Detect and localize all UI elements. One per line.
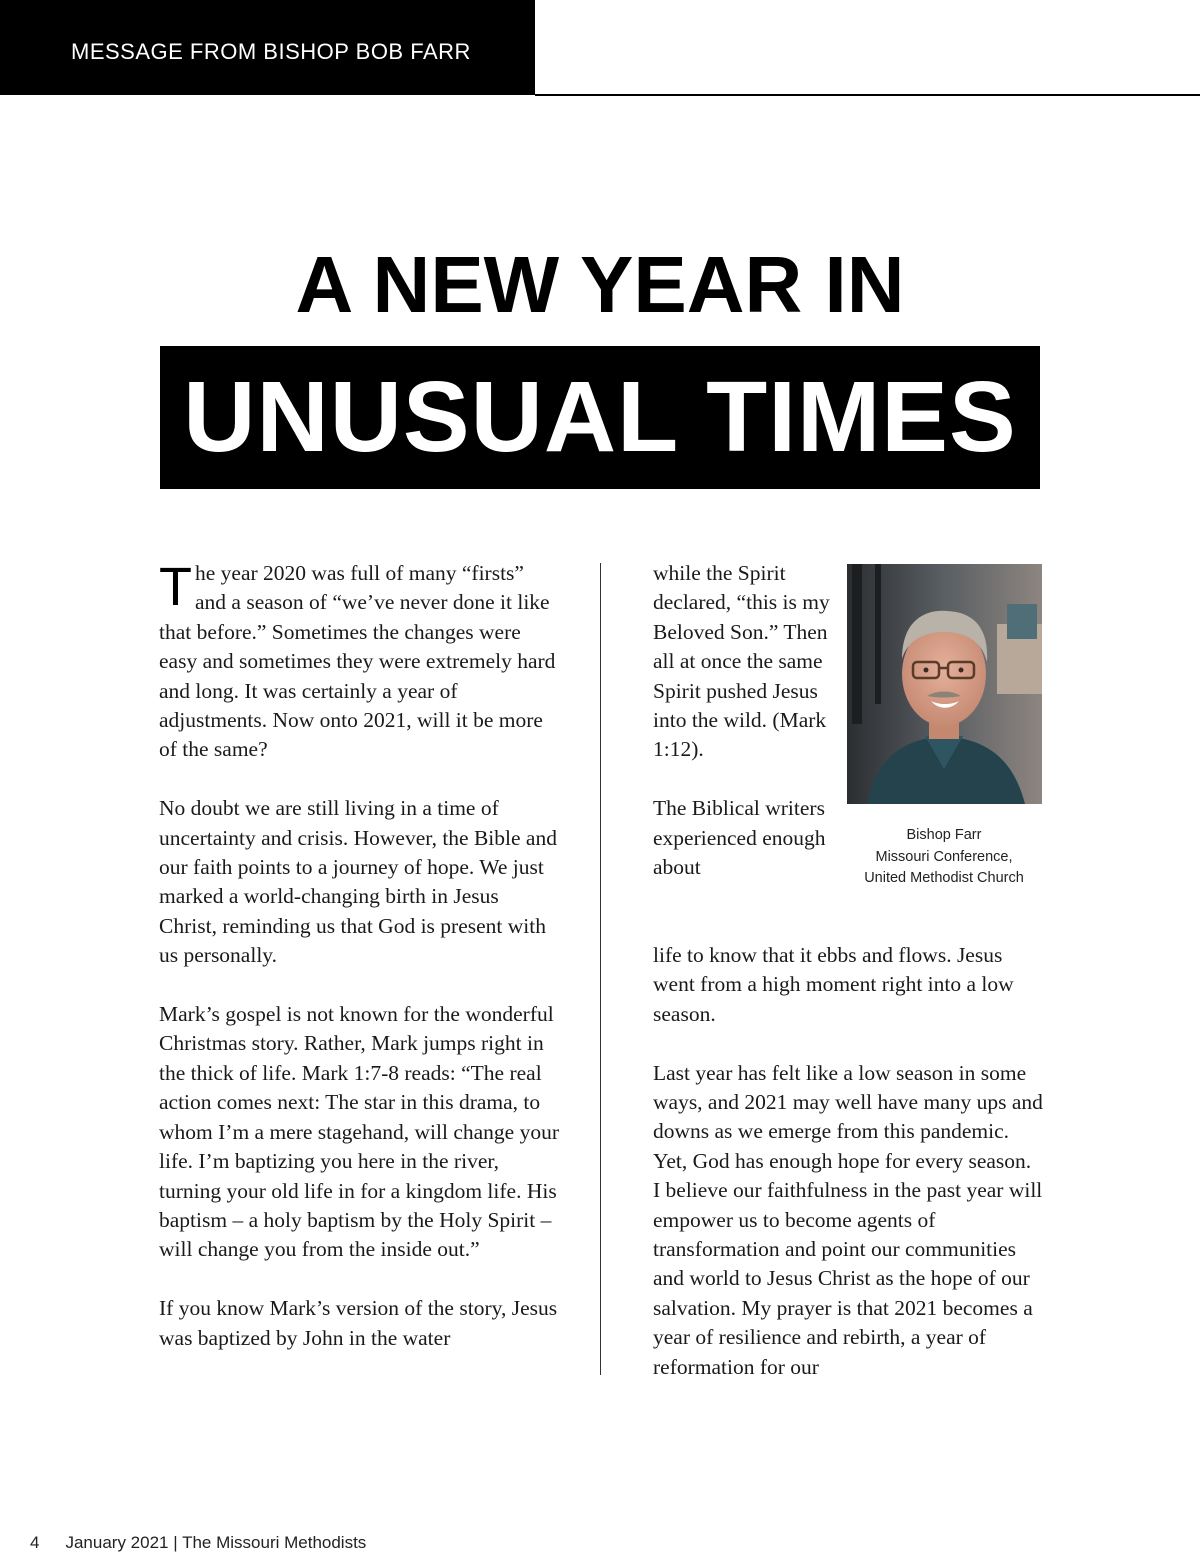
publication-name: The Missouri Methodists (182, 1533, 367, 1552)
paragraph-2: No doubt we are still living in a time of uncertainty and crisis. However, the Bible and our faith points to a journey of hope. We just marked a world-changing birth in Jesus Christ, reminding us that God is present with us personally. (159, 796, 557, 968)
page-number: 4 (30, 1533, 40, 1552)
caption-name: Bishop Farr (906, 827, 982, 843)
article-title-line2: UNUSUAL TIMES (183, 361, 1017, 473)
caption-conference: Missouri Conference, (875, 848, 1013, 865)
paragraph-4: If you know Mark’s version of the story, Jesus was baptized by John in the water (159, 1296, 558, 1350)
photo-caption (840, 825, 1048, 890)
article-title-line1: A NEW YEAR IN (295, 240, 905, 329)
article-column-left (159, 559, 559, 1382)
paragraph-7: Last year has felt like a low season in some ways, and 2021 may well have many ups and downs as we emerge from this pandemic. Yet, God has enough hope for every season. I believe our faithfulness in the past year will empower us to become agents of transformation and point our communities and world to Jesus Christ as the hope of our salvation. My prayer is that 2021 becomes a year of resilience and rebirth, a year of reformation for our (653, 1060, 1043, 1379)
header-rule (535, 94, 1200, 96)
drop-cap: T (159, 557, 192, 617)
issue-date: January 2021 (65, 1533, 169, 1552)
section-label: MESSAGE FROM BISHOP BOB FARR (0, 0, 535, 95)
paragraph-5: while the Spirit declared, “this is my Beloved Son.” Then all at once the same Spirit pushed Jesus into the wild. (Mark 1:12). (653, 561, 830, 762)
column-divider (600, 563, 601, 1375)
paragraph-1 (159, 559, 559, 765)
page-footer (30, 1533, 366, 1553)
article-column-right-narrow (653, 559, 833, 912)
article-column-right-wide (653, 941, 1043, 1411)
paragraph-6-start: The Biblical writers experienced enough about (653, 796, 826, 880)
paragraph-3: Mark’s gospel is not known for the wonderful Christmas story. Rather, Mark jumps right in the thick of life. Mark 1:7-8 reads: “The real action comes next: The star in this drama, to whom I’m a mere stagehand, will change your life. I’m baptizing you here in the river, turning your old life in for a kingdom life. His baptism – a holy baptism by the Holy Spirit – will change you from the inside out.” (159, 1002, 560, 1262)
paragraph-1-text: he year 2020 was full of many “firsts” and a season of “we’ve never done it like that before.” Sometimes the changes were easy and sometimes they were extremely hard and long. It was certainly a year of adjustments. Now onto 2021, will it be more of the same? (159, 561, 556, 762)
bishop-portrait-photo (847, 564, 1042, 804)
caption-church: United Methodist Church (864, 870, 1024, 886)
footer-separator: | (173, 1533, 178, 1552)
paragraph-6-end: life to know that it ebbs and flows. Jesus went from a high moment right into a low season. (653, 943, 1014, 1026)
